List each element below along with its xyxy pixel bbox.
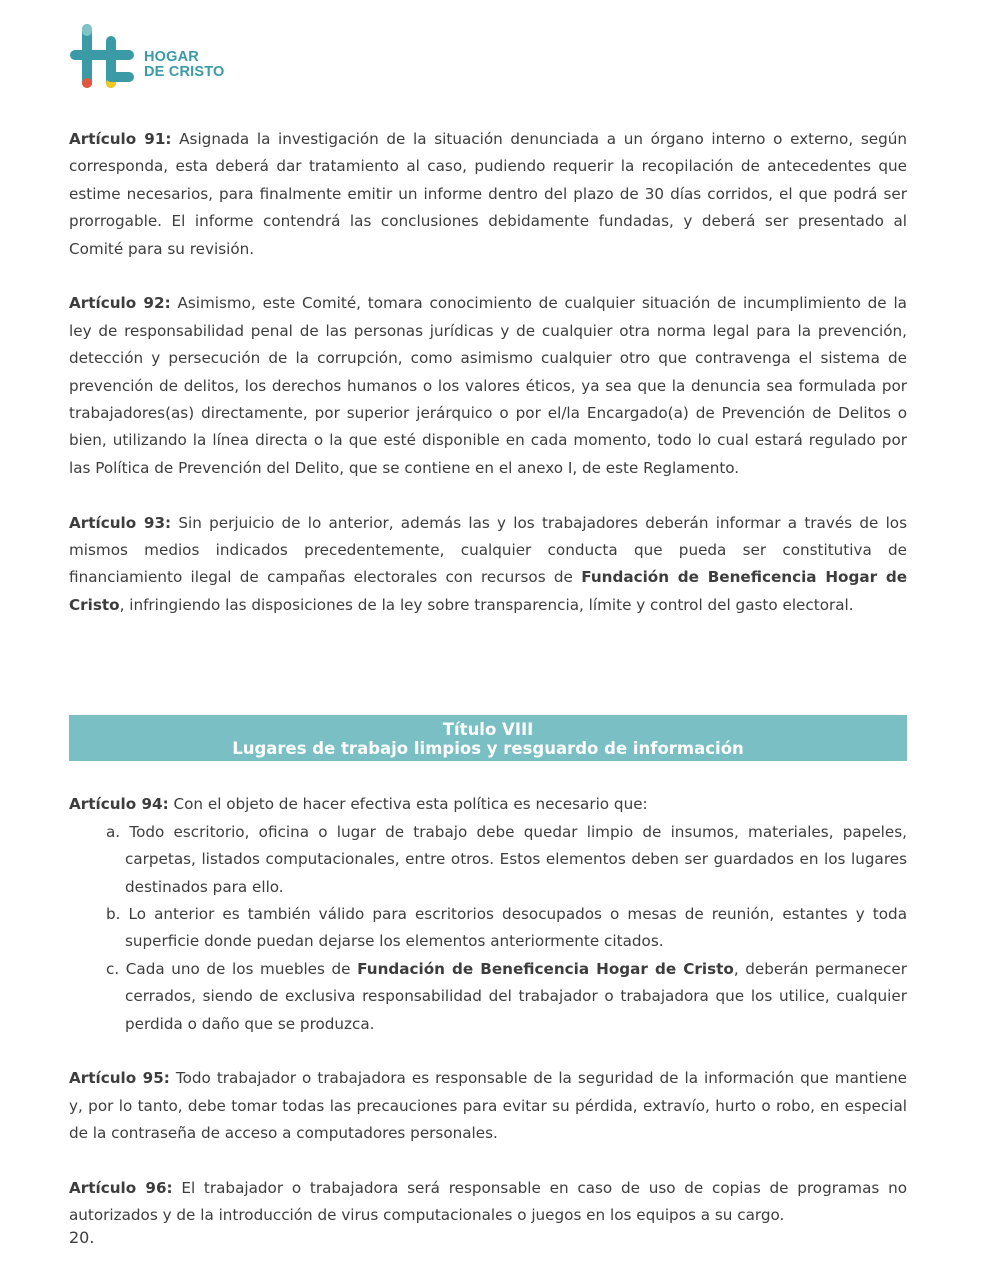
hogar-de-cristo-logo — [68, 22, 238, 94]
article-label: Artículo 95: — [69, 1069, 170, 1088]
logo-line-1: HOGAR — [144, 49, 199, 65]
article-94 — [69, 791, 907, 818]
logo-line-2: DE CRISTO — [144, 64, 225, 80]
logo-wordmark — [144, 50, 225, 80]
document-body — [69, 126, 907, 1230]
article-94-list — [69, 819, 907, 1038]
article-label: Artículo 96: — [69, 1178, 173, 1197]
section-title-band — [69, 715, 907, 761]
organization-name: Fundación de Beneficencia Hogar de Cristo — [357, 959, 734, 978]
logo-cross-icon — [68, 22, 140, 94]
article-label: Artículo 91: — [69, 130, 172, 148]
article-label: Artículo 94: — [69, 795, 169, 814]
list-item — [69, 956, 907, 1038]
list-item: a. Todo escritorio, oficina o lugar de trabajo debe quedar limpio de insumos, materiales, papeles, carpetas, listados computacionales, entre otros. Estos elementos deben ser guardados en los lugares destinados para ello. — [106, 822, 907, 896]
article-96 — [69, 1175, 907, 1230]
item-text: c. Cada uno de los muebles de — [106, 959, 358, 978]
list-item: b. Lo anterior es también válido para escritorios desocupados o mesas de reunión, estantes y toda superficie donde puedan dejarse los elementos anteriormente citados. — [106, 904, 907, 951]
article-text: Sin perjuicio de lo anterior, además las y los trabajadores deberán informar a través de los mismos medios indicados precedentemente, cualquier conducta que pueda ser constitutiva de financiamiento ilegal de campañas electorales con recursos de — [69, 513, 907, 587]
article-label: Artículo 93: — [69, 513, 172, 532]
article-text: Con el objeto de hacer efectiva esta política es necesario que: — [168, 795, 648, 814]
page-number: 20. — [69, 1228, 95, 1247]
article-text: Asimismo, este Comité, tomara conocimiento de cualquier situación de incumplimiento de la ley de responsabilidad penal de las personas jurídicas y de cualquier otra norma legal para la prevención, detección y persecución de la corrupción, como asimismo cualquier otro que contravenga el sistema de prevención de delitos, los derechos humanos o los valores éticos, ya sea que la denuncia sea formulada por trabajadores(as) directamente, por superior jerárquico o por el/la Encargado(a) de Prevención de Delitos o bien, utilizando la línea directa o la que esté disponible en cada momento, todo lo cual estará regulado por las Política de Prevención del Delito, que se contiene en el anexo I, de este Reglamento. — [69, 294, 907, 477]
article-95 — [69, 1065, 907, 1147]
item-text-cont: , deberán permanecer cerrados, siendo de exclusiva responsabilidad del trabajador o trabajadora que los utilice, cualquier perdida o daño que se produzca. — [125, 959, 907, 1033]
article-text: El trabajador o trabajadora será responsable en caso de uso de copias de programas no autorizados y de la introducción de virus computacionales o juegos en los equipos a su cargo. — [69, 1178, 907, 1225]
article-93 — [69, 510, 907, 620]
article-text: Todo trabajador o trabajadora es responsable de la seguridad de la información que mantiene y, por lo tanto, debe tomar todas las precauciones para evitar su pérdida, extravío, hurto o robo, en especial de la contraseña de acceso a computadores personales. — [69, 1069, 907, 1143]
article-91 — [69, 126, 907, 263]
section-subtitle: Lugares de trabajo limpios y resguardo de información — [232, 739, 744, 759]
article-text-cont: , infringiendo las disposiciones de la ley sobre transparencia, límite y control del gasto electoral. — [119, 595, 854, 614]
article-92 — [69, 290, 907, 482]
article-label: Artículo 92: — [69, 294, 171, 313]
organization-name: Fundación de Beneficencia Hogar de Cristo — [69, 568, 908, 614]
article-text: Asignada la investigación de la situación denunciada a un órgano interno o externo, según corresponda, esta deberá dar tratamiento al caso, pudiendo requerir la recopilación de antecedentes que estime necesarios, para finalmente emitir un informe dentro del plazo de 30 días corridos, el que podrá ser prorrogable. El informe contendrá las conclusiones debidamente fundadas, y deberá ser presentado al Comité para su revisión. — [69, 130, 907, 258]
section-title: Título VIII — [442, 720, 534, 740]
